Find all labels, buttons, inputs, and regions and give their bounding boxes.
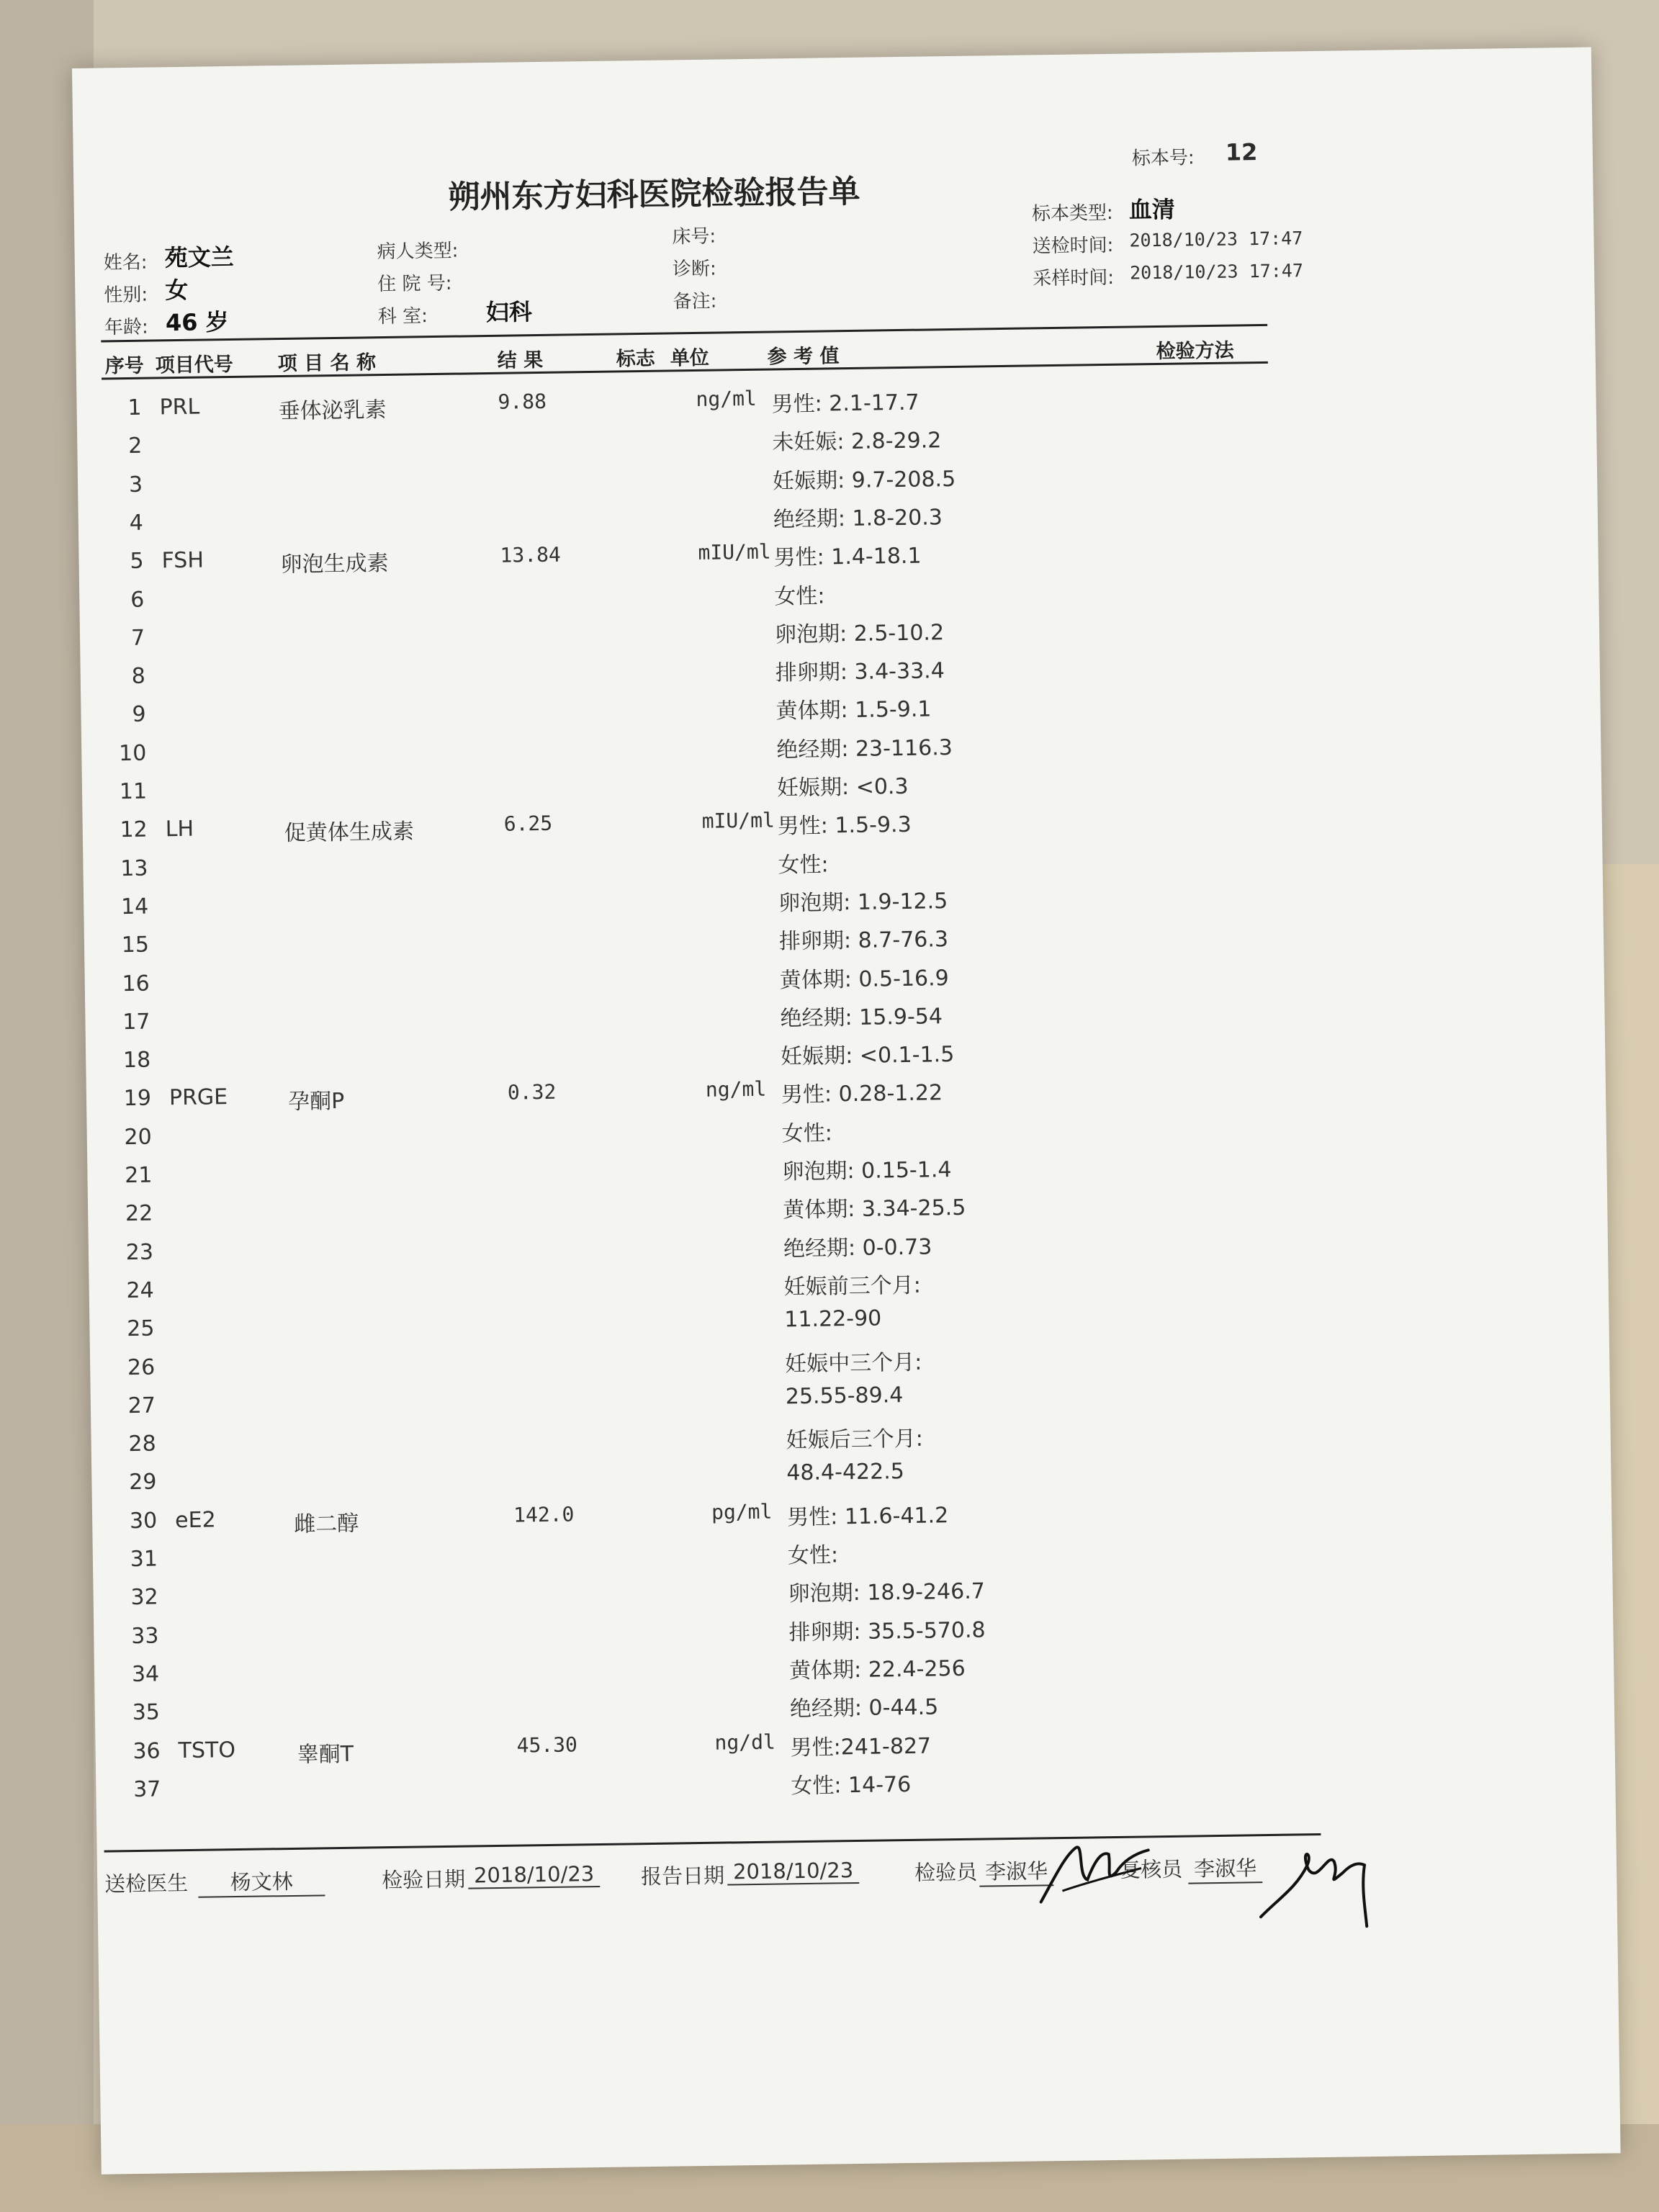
row-number: 13	[120, 855, 148, 881]
remark-label: 备注:	[673, 290, 717, 313]
reference-range: 绝经期: 1.8-20.3	[773, 505, 943, 533]
reference-range: 黄体期: 3.34-25.5	[782, 1195, 966, 1223]
item-name: 卵泡生成素	[280, 551, 389, 578]
doctor-field	[198, 1865, 325, 1897]
header-rule-top	[101, 324, 1267, 343]
reference-range: 男性: 1.5-9.3	[777, 812, 912, 840]
item-name: 孕酮P	[287, 1089, 345, 1115]
col-code: 项目代号	[155, 353, 233, 377]
reference-range: 女性:	[778, 852, 829, 878]
row-number: 10	[118, 740, 147, 766]
unit-value: pg/ml	[711, 1499, 773, 1524]
reference-range: 绝经期: 23-116.3	[776, 734, 953, 763]
reference-range: 48.4-422.5	[786, 1459, 905, 1486]
col-name: 项 目 名 称	[277, 351, 377, 376]
row-number: 1	[127, 395, 142, 421]
reference-range: 妊娠期: <0.1-1.5	[781, 1042, 955, 1070]
row-number: 12	[120, 817, 148, 843]
row-number: 4	[129, 510, 144, 536]
specimen-no-label: 标本号:	[1131, 147, 1195, 170]
reference-range: 妊娠前三个月:	[783, 1272, 922, 1300]
row-number: 20	[124, 1124, 152, 1150]
reference-range: 妊娠期: 9.7-208.5	[772, 466, 956, 495]
row-number: 3	[128, 472, 143, 498]
row-number: 5	[130, 548, 144, 575]
patient-type-label: 病人类型:	[377, 240, 459, 264]
row-number: 29	[128, 1469, 157, 1496]
patient-age: 46 岁	[165, 307, 229, 337]
submit-time-label: 送检时间:	[1032, 234, 1114, 258]
dept-value: 妇科	[485, 298, 533, 327]
result-value: 142.0	[513, 1502, 575, 1527]
row-number: 27	[127, 1393, 156, 1419]
reference-range: 女性:	[787, 1542, 839, 1569]
reference-range: 绝经期: 0-0.73	[783, 1234, 932, 1262]
row-number: 8	[131, 663, 146, 690]
reference-range: 卵泡期: 0.15-1.4	[782, 1157, 952, 1185]
row-number: 9	[132, 702, 146, 728]
submit-time: 2018/10/23 17:47	[1129, 228, 1303, 251]
specimen-no: 12	[1225, 138, 1258, 166]
unit-value: ng/ml	[696, 386, 757, 411]
sample-time-label: 采样时间:	[1033, 266, 1115, 290]
reference-range: 排卵期: 3.4-33.4	[775, 658, 945, 686]
unit-value: mIU/ml	[701, 808, 775, 834]
report-title: 朔州东方妇科医院检验报告单	[448, 173, 860, 216]
row-number: 18	[122, 1047, 151, 1074]
row-number: 33	[130, 1623, 159, 1649]
patient-name: 苑文兰	[164, 243, 234, 272]
reference-range: 黄体期: 1.5-9.1	[775, 696, 932, 724]
result-value: 0.32	[507, 1080, 557, 1105]
bed-label: 床号:	[672, 225, 716, 248]
row-number: 34	[131, 1661, 160, 1687]
reference-range: 男性: 11.6-41.2	[786, 1502, 949, 1531]
reference-range: 卵泡期: 1.9-12.5	[778, 889, 948, 917]
row-number: 37	[132, 1776, 161, 1802]
row-number: 35	[132, 1699, 161, 1726]
item-code: FSH	[161, 547, 204, 574]
reviewer-signature	[1256, 1836, 1372, 1931]
unit-value: ng/dl	[714, 1730, 776, 1755]
age-label: 年龄:	[104, 316, 149, 339]
reference-range: 女性:	[774, 583, 825, 609]
item-name: 促黄体生成素	[284, 819, 415, 847]
row-number: 2	[127, 433, 143, 459]
result-value: 9.88	[498, 389, 547, 414]
col-flag: 标志	[616, 347, 655, 371]
unit-value: ng/ml	[705, 1077, 767, 1102]
reference-range: 黄体期: 0.5-16.9	[779, 965, 949, 993]
row-number: 21	[125, 1162, 153, 1189]
row-number: 16	[122, 971, 150, 997]
item-code: TSTO	[178, 1737, 236, 1763]
row-number: 36	[132, 1738, 161, 1764]
item-name: 雌二醇	[294, 1511, 359, 1537]
row-number: 22	[125, 1200, 153, 1227]
row-number: 6	[130, 587, 145, 613]
reviewer-field	[1188, 1852, 1263, 1884]
row-number: 32	[130, 1584, 158, 1611]
tester-name: 李淑华	[979, 1855, 1054, 1887]
col-result: 结 果	[497, 349, 544, 372]
item-code: LH	[165, 817, 194, 842]
reviewer-label: 复核员	[1119, 1856, 1183, 1882]
report-date-field	[727, 1858, 860, 1886]
col-no: 序号	[104, 354, 144, 378]
col-method: 检验方法	[1156, 339, 1234, 364]
reference-range: 绝经期: 0-44.5	[789, 1694, 939, 1722]
reference-range: 妊娠中三个月:	[784, 1349, 922, 1377]
row-number: 23	[125, 1239, 154, 1265]
reference-range: 排卵期: 8.7-76.3	[778, 927, 949, 955]
test-date: 2018/10/23	[468, 1861, 601, 1889]
reference-range: 男性: 0.28-1.22	[781, 1080, 943, 1108]
row-number: 30	[129, 1508, 158, 1534]
reference-range: 11.22-90	[784, 1305, 882, 1333]
admission-no-label: 住 院 号:	[377, 272, 452, 296]
tester-label: 检验员	[914, 1859, 978, 1885]
reference-range: 未妊娠: 2.8-29.2	[772, 428, 942, 456]
reference-range: 卵泡期: 2.5-10.2	[774, 619, 945, 648]
reference-range: 男性:241-827	[790, 1733, 932, 1761]
specimen-type-label: 标本类型:	[1031, 202, 1113, 225]
doctor-label: 送检医生	[104, 1870, 189, 1897]
item-code: eE2	[174, 1507, 216, 1533]
row-number: 11	[119, 778, 148, 805]
dept-label: 科 室:	[377, 305, 428, 328]
row-number: 7	[130, 625, 145, 651]
lab-report-sheet	[72, 48, 1621, 2175]
row-number: 28	[128, 1431, 156, 1457]
row-number: 31	[130, 1546, 158, 1573]
row-number: 17	[122, 1009, 150, 1035]
sex-label: 性别:	[104, 284, 148, 307]
name-label: 姓名:	[103, 251, 148, 274]
result-value: 45.30	[516, 1732, 578, 1758]
reference-range: 绝经期: 15.9-54	[780, 1004, 943, 1032]
reference-range: 男性: 1.4-18.1	[773, 543, 922, 571]
report-date: 2018/10/23	[727, 1858, 860, 1886]
patient-sex: 女	[165, 276, 189, 305]
reference-range: 25.55-89.4	[785, 1382, 904, 1410]
reference-range: 妊娠后三个月:	[786, 1426, 924, 1454]
row-number: 25	[127, 1316, 155, 1342]
tester-signature	[1033, 1832, 1156, 1912]
col-reference: 参 考 值	[767, 345, 840, 369]
report-date-label: 报告日期	[640, 1863, 725, 1889]
reviewer-name: 李淑华	[1188, 1852, 1263, 1884]
reference-range: 黄体期: 22.4-256	[788, 1655, 966, 1684]
specimen-type: 血清	[1128, 195, 1176, 224]
item-name: 睾酮T	[297, 1741, 354, 1768]
row-number: 26	[127, 1354, 156, 1380]
result-value: 13.84	[500, 542, 562, 567]
test-date-label: 检验日期	[381, 1866, 466, 1893]
col-unit: 单位	[670, 346, 709, 370]
row-number: 24	[126, 1277, 154, 1303]
reference-range: 排卵期: 35.5-570.8	[788, 1617, 986, 1645]
row-number: 19	[123, 1085, 152, 1112]
item-name: 垂体泌乳素	[278, 397, 387, 425]
item-code: PRL	[159, 394, 200, 421]
doctor-name: 杨文林	[198, 1865, 325, 1897]
row-number: 15	[121, 932, 150, 958]
diagnosis-label: 诊断:	[672, 258, 716, 281]
reference-range: 卵泡期: 18.9-246.7	[788, 1578, 986, 1607]
sample-time: 2018/10/23 17:47	[1129, 260, 1304, 284]
reference-range: 女性: 14-76	[791, 1771, 912, 1799]
item-code: PRGE	[168, 1084, 228, 1111]
unit-value: mIU/ml	[698, 539, 771, 565]
reference-range: 女性:	[781, 1120, 833, 1147]
row-number: 14	[120, 894, 149, 920]
reference-range: 男性: 2.1-17.7	[771, 390, 920, 418]
test-date-field	[468, 1861, 601, 1889]
reference-range: 妊娠期: <0.3	[776, 773, 909, 801]
result-value: 6.25	[503, 811, 553, 837]
